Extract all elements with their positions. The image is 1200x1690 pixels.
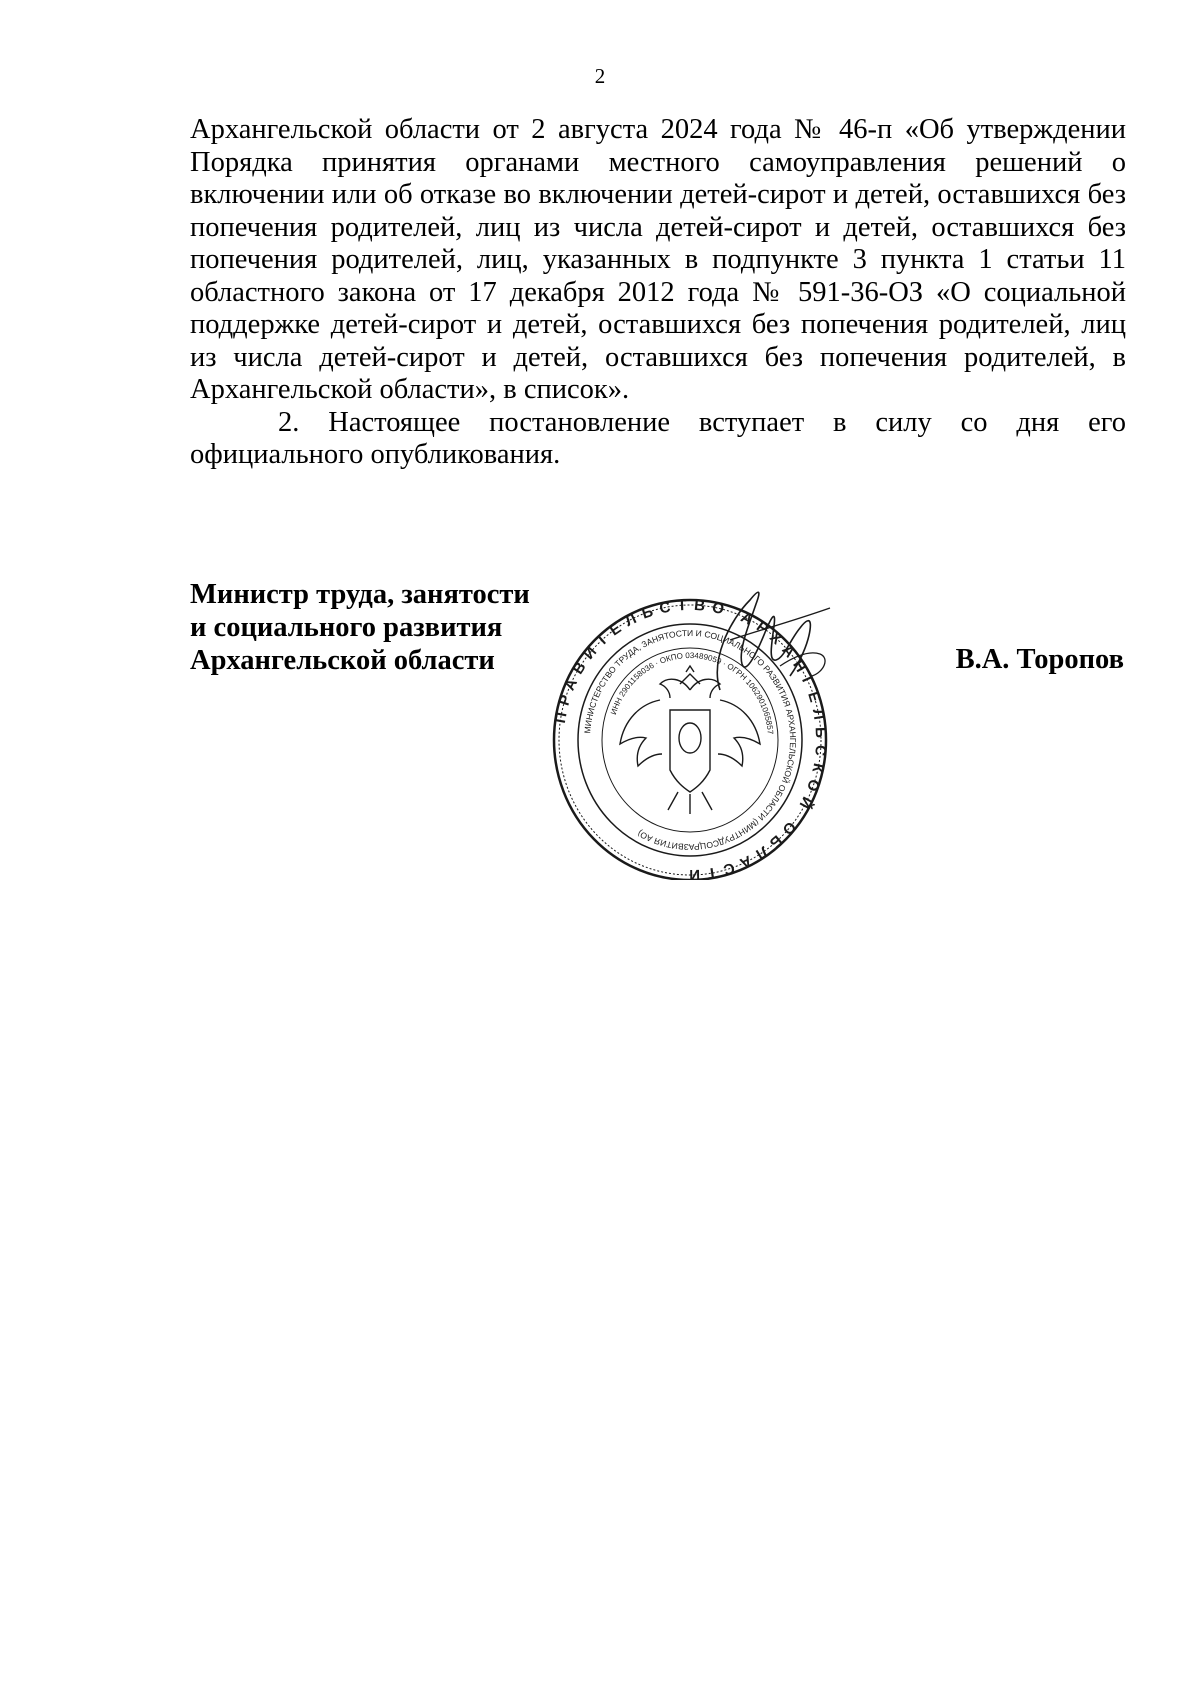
signatory-position-line: Архангельской области <box>190 645 495 676</box>
handwritten-signature-icon <box>680 580 840 700</box>
signatory-position-line: Министр труда, занятости <box>190 579 530 610</box>
seal-codes-text: ИНН 2901158036 · ОКПО 03489059 · ОГРН 1062901065857 <box>608 650 775 735</box>
document-body <box>190 114 1126 472</box>
signatory-name: В.А. Торопов <box>955 644 1124 675</box>
seal-outer-text: ПРАВИТЕЛЬСТВО АРХАНГЕЛЬСКОЙ ОБЛАСТИ <box>551 596 830 880</box>
seal-inner-text: МИНИСТЕРСТВО ТРУДА, ЗАНЯТОСТИ И СОЦИАЛЬНОГО РАЗВИТИЯ АРХАНГЕЛЬСКОЙ ОБЛАСТИ (МИНТРУДСОЦРАЗВИТИЯ АО) <box>582 627 799 853</box>
signatory-position-line: и социального развития <box>190 612 503 643</box>
paragraph-continuation: Архангельской области от 2 августа 2024 года № 46-п «Об утверждении Порядка принятия органами местного самоуправления решений о включении или об отказе во включении детей-сирот и детей, оставшихся без попечения родителей, лиц из числа детей-сирот и детей, оставшихся без попечения родителей, лиц, указанных в подпункте 3 пункта 1 статьи 11 областного закона от 17 декабря 2012 года № 591-36-ОЗ «О социальной поддержке детей-сирот и детей, оставшихся без попечения родителей, лиц из числа детей-сирот и детей, оставшихся без попечения родителей, в Архангельской области», в список». <box>190 114 1126 405</box>
page-number: 2 <box>594 64 606 88</box>
signatory-position <box>190 578 530 677</box>
paragraph-2: 2. Настоящее постановление вступает в силу со дня его официального опубликования. <box>190 406 1126 470</box>
